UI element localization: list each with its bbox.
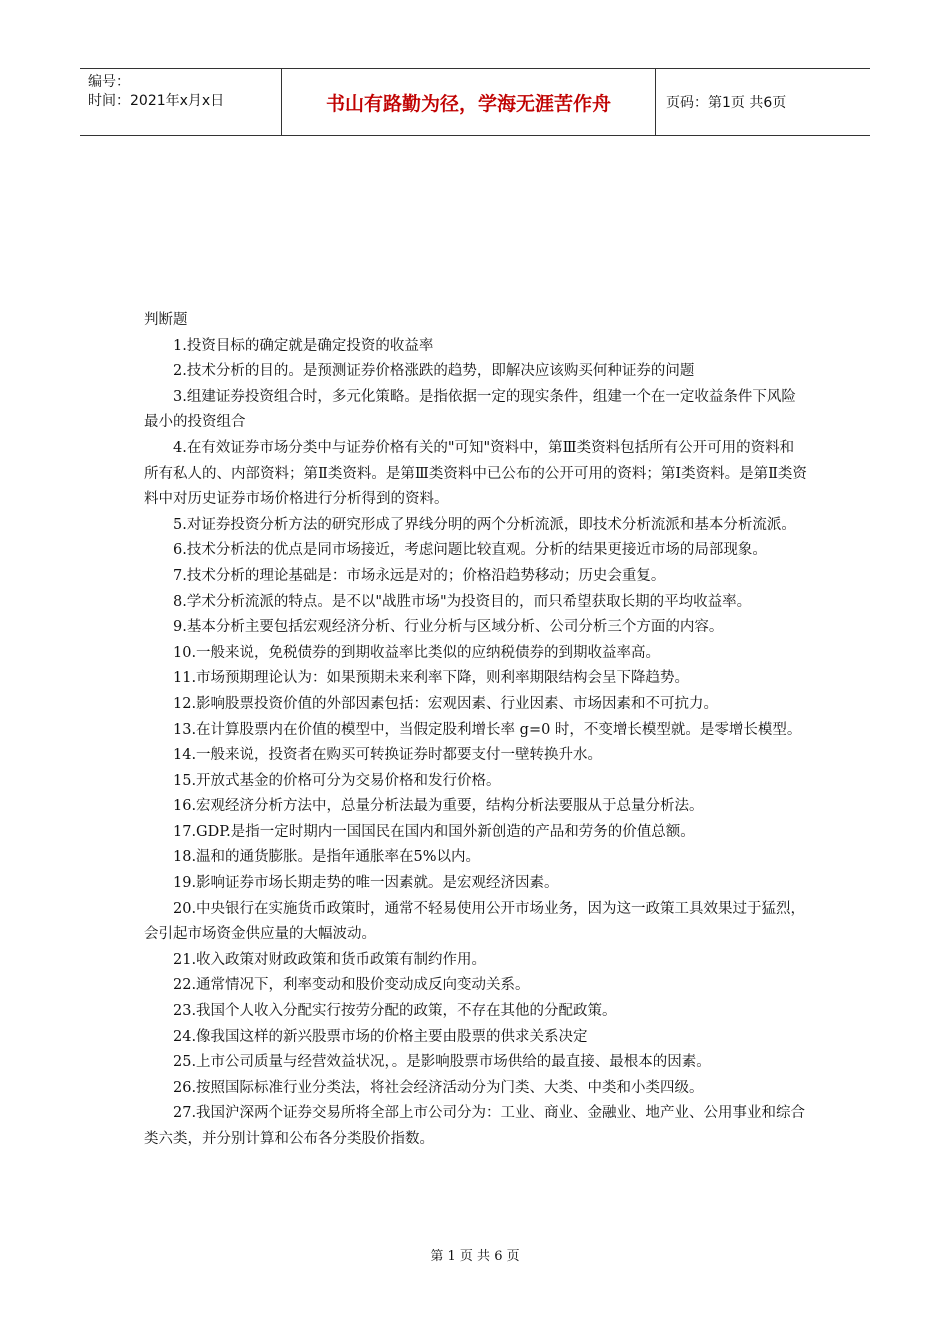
list-item: 7.技术分析的理论基础是：市场永远是对的；价格沿趋势移动；历史会重复。	[173, 567, 666, 584]
list-item: 6.技术分析法的优点是同市场接近，考虑问题比较直观。分析的结果更接近市场的局部现象。	[173, 542, 767, 559]
time-label: 时间：2021年x月x日	[88, 93, 225, 109]
list-item: 4.在有效证券市场分类中与证券价格有关的"可知"资料中，第Ⅲ类资料包括所有公开可用的资料和所有私人的、内部资料；第Ⅱ类资料。是第Ⅲ类资料中已公布的公开可用的资料；第Ⅰ类资料。是第Ⅱ类资料中对历史证券市场价格进行分析得到的资料。	[144, 439, 807, 508]
list-item: 21.收入政策对财政政策和货币政策有制约作用。	[173, 951, 487, 968]
header-motto: 书山有路勤为径，学海无涯苦作舟	[282, 69, 656, 135]
list-item: 18.温和的通货膨胀。是指年通胀率在5%以内。	[173, 849, 481, 866]
header-meta	[80, 69, 282, 135]
list-item: 11.市场预期理论认为：如果预期未来利率下降，则利率期限结构会呈下降趋势。	[173, 670, 690, 687]
list-item: 17.GDP.是指一定时期内一国国民在国内和国外新创造的产品和劳务的价值总额。	[173, 823, 695, 840]
list-item: 16.宏观经济分析方法中，总量分析法最为重要，结构分析法要服从于总量分析法。	[173, 798, 704, 815]
list-item: 9.基本分析主要包括宏观经济分析、行业分析与区域分析、公司分析三个方面的内容。	[173, 619, 724, 636]
list-item: 24.像我国这样的新兴股票市场的价格主要由股票的供求关系决定	[173, 1028, 588, 1045]
number-label: 编号：	[88, 74, 130, 90]
list-item: 13.在计算股票内在价值的模型中，当假定股利增长率 g=0 时，不变增长模型就。是零增长模型。	[173, 721, 802, 738]
list-item: 2.技术分析的目的。是预测证券价格涨跌的趋势，即解决应该购买何种证券的问题	[173, 363, 695, 380]
list-item: 8.学术分析流派的特点。是不以"战胜市场"为投资目的，而只希望获取长期的平均收益率。	[173, 593, 752, 610]
page-footer: 第 1 页 共 6 页	[430, 1249, 520, 1264]
list-item: 12.影响股票投资价值的外部因素包括：宏观因素、行业因素、市场因素和不可抗力。	[173, 695, 719, 712]
list-item: 19.影响证券市场长期走势的唯一因素就。是宏观经济因素。	[173, 875, 559, 892]
list-item: 1.投资目标的确定就是确定投资的收益率	[173, 337, 434, 354]
list-item: 25.上市公司质量与经营效益状况，。是影响股票市场供给的最直接、最根本的因素。	[173, 1054, 711, 1071]
list-item: 22.通常情况下，利率变动和股价变动成反向变动关系。	[173, 977, 530, 994]
list-item: 3.组建证券投资组合时，多元化策略。是指依据一定的现实条件，组建一个在一定收益条件下风险最小的投资组合	[144, 388, 796, 431]
page-header	[80, 68, 870, 136]
list-item: 10.一般来说，免税债券的到期收益率比类似的应纳税债券的到期收益率高。	[173, 644, 661, 661]
header-page-info: 页码：第1页 共6页	[666, 95, 787, 111]
list-item: 20.中央银行在实施货币政策时，通常不轻易使用公开市场业务，因为这一政策工具效果过于猛烈，会引起市场资金供应量的大幅波动。	[144, 900, 806, 943]
document-body	[144, 308, 808, 1153]
list-item: 26.按照国际标准行业分类法，将社会经济活动分为门类、大类、中类和小类四级。	[173, 1079, 704, 1096]
list-item: 15.开放式基金的价格可分为交易价格和发行价格。	[173, 772, 501, 789]
list-item: 5.对证券投资分析方法的研究形成了界线分明的两个分析流派，即技术分析流派和基本分析流派。	[173, 516, 796, 533]
list-item: 23.我国个人收入分配实行按劳分配的政策，不存在其他的分配政策。	[173, 1003, 617, 1020]
list-item: 14.一般来说，投资者在购买可转换证券时都要支付一壁转换升水。	[173, 747, 603, 764]
list-item: 27.我国沪深两个证券交易所将全部上市公司分为：工业、商业、金融业、地产业、公用事业和综合类六类，并分别计算和公布各分类股价指数。	[144, 1105, 806, 1147]
section-title: 判断题	[144, 312, 188, 328]
